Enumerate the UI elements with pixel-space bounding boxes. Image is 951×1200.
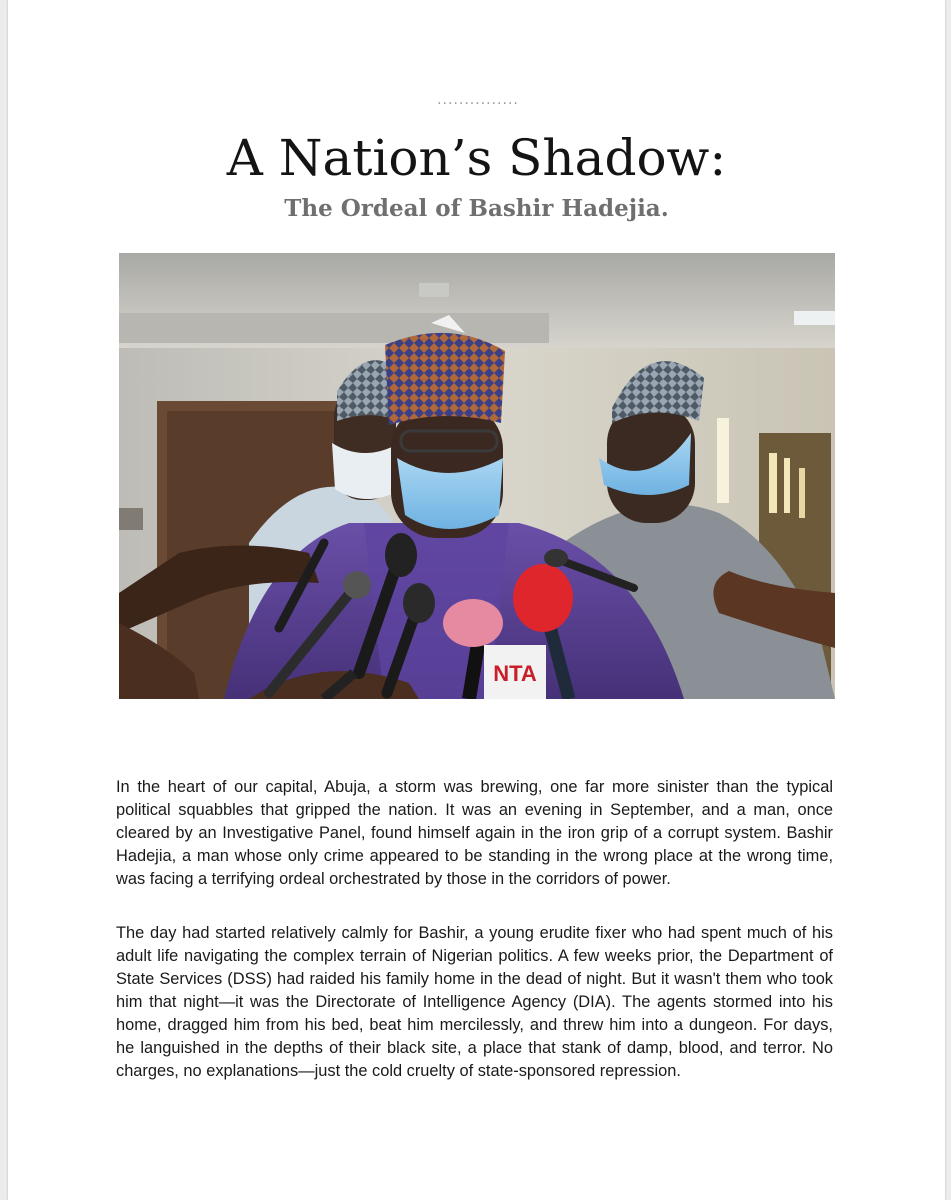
press-conference-photo xyxy=(119,253,835,699)
article-title: A Nation’s Shadow: xyxy=(226,129,727,187)
body-paragraph: The day had started relatively calmly for Bashir, a young erudite fixer who had spent much of his adult life navigating the complex terrain of Nigerian politics. A few weeks prior, the Department of State Services (DSS) had raided his family home in the dead of night. But it wasn't them who took him that night—it was the Directorate of Intelligence Agency (DIA). The agents stormed into his home, dragged him from his bed, beat him mercilessly, and threw him into a dungeon. For days, he languished in the depths of their black site, a place that stank of damp, blood, and terror. No charges, no explanations—just the cold cruelty of state-sponsored repression. xyxy=(116,924,833,1080)
article-subtitle: The Ordeal of Bashir Hadejia. xyxy=(284,195,669,222)
body-paragraph: In the heart of our capital, Abuja, a storm was brewing, one far more sinister than the typical political squabbles that gripped the nation. It was an evening in September, and a man, once cleared by an Investigative Panel, found himself again in the iron grip of a corrupt system. Bashir Hadejia, a man whose only crime appeared to be standing in the wrong place at the wrong time, was facing a terrifying ordeal orchestrated by those in the corridors of power. xyxy=(116,778,833,888)
ornament-dots: ··············· xyxy=(437,96,519,112)
nta-logo-text: NTA xyxy=(493,661,537,686)
document-page xyxy=(8,0,945,1200)
